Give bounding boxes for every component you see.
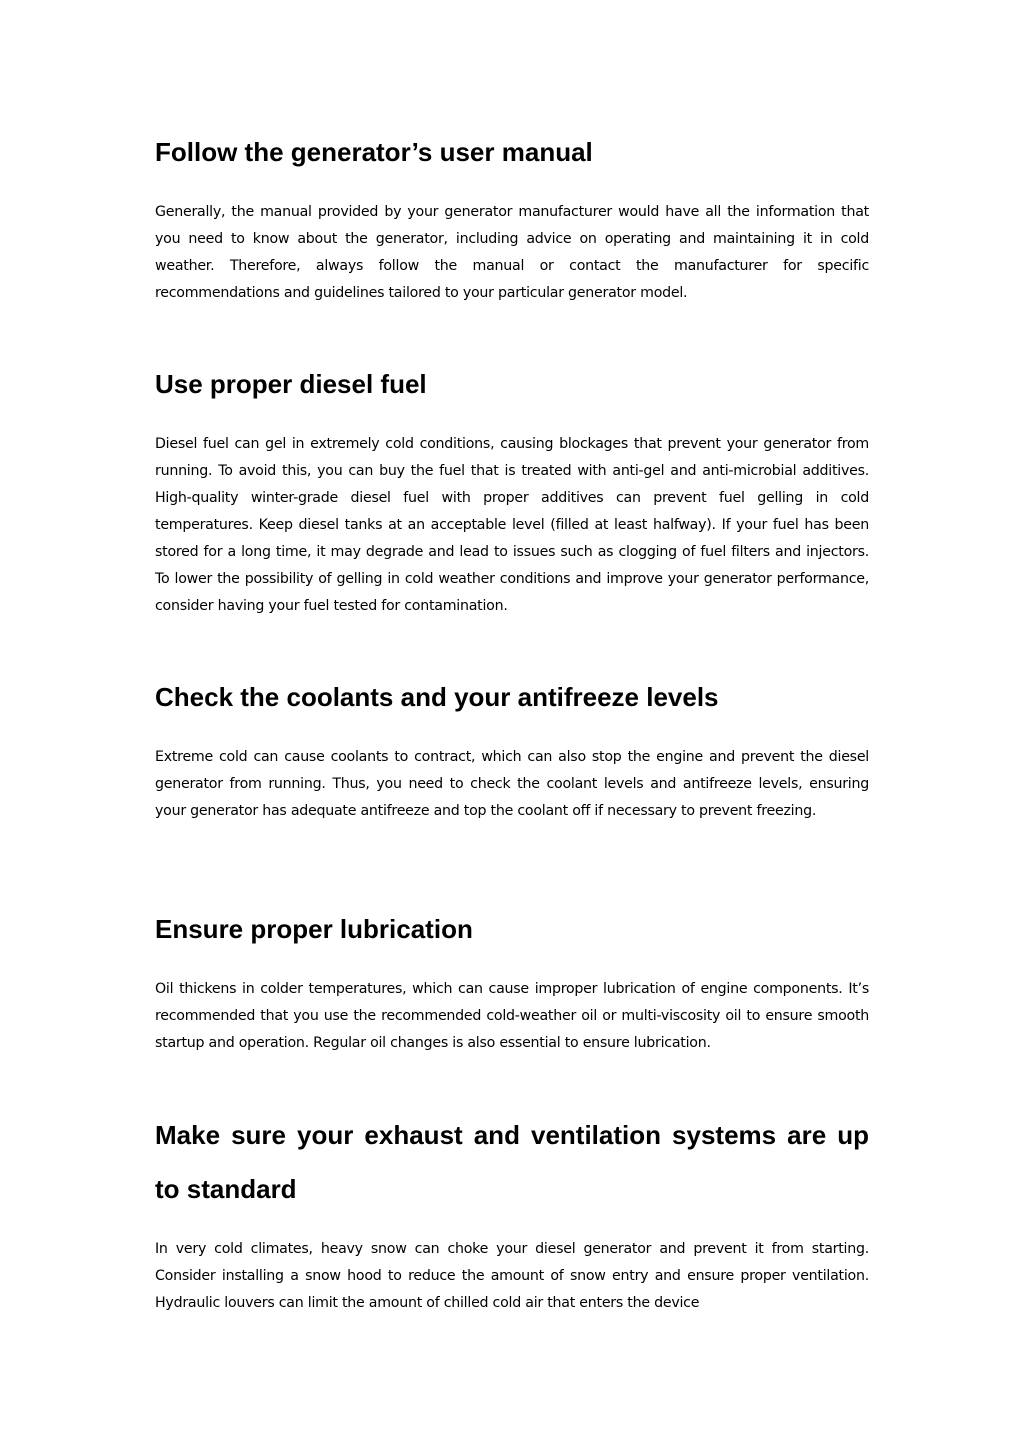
section-coolants [155, 670, 869, 825]
section-body: Generally, the manual provided by your generator manufacturer would have all the information that you need to know about the generator, including advice on operating and maintaining it in cold weather. Therefore, always follow the manual or contact the manufacturer for specific recommendations and guidelines tailored to your particular generator model. [155, 204, 869, 301]
section-body: Oil thickens in colder temperatures, which can cause improper lubrication of engine components. It’s recommended that you use the recommended cold-weather oil or multi-viscosity oil to ensure smooth startup and operation. Regular oil changes is also essential to ensure lubrication. [155, 981, 869, 1051]
section-lubrication [155, 902, 869, 1057]
section-body: In very cold climates, heavy snow can choke your diesel generator and prevent it from starting. Consider installing a snow hood to reduce the amount of snow entry and ensure proper ventilation. Hydraulic louvers can limit the amount of chilled cold air that enters the device [155, 1241, 869, 1311]
section-user-manual [155, 125, 869, 307]
section-heading: Use proper diesel fuel [155, 369, 427, 399]
section-exhaust-ventilation [155, 1108, 869, 1317]
section-heading: Check the coolants and your antifreeze levels [155, 682, 719, 712]
section-heading: Make sure your exhaust and ventilation systems are up to standard [155, 1120, 869, 1204]
section-diesel-fuel [155, 357, 869, 620]
section-body: Diesel fuel can gel in extremely cold conditions, causing blockages that prevent your generator from running. To avoid this, you can buy the fuel that is treated with anti-gel and anti-microbial additives. High-quality winter-grade diesel fuel with proper additives can prevent fuel gelling in cold temperatures. Keep diesel tanks at an acceptable level (filled at least halfway). If your fuel has been stored for a long time, it may degrade and lead to issues such as clogging of fuel filters and injectors. To lower the possibility of gelling in cold weather conditions and improve your generator performance, consider having your fuel tested for contamination. [155, 436, 869, 614]
section-body: Extreme cold can cause coolants to contract, which can also stop the engine and prevent the diesel generator from running. Thus, you need to check the coolant levels and antifreeze levels, ensuring your generator has adequate antifreeze and top the coolant off if necessary to prevent freezing. [155, 749, 869, 819]
section-heading: Ensure proper lubrication [155, 914, 473, 944]
section-heading: Follow the generator’s user manual [155, 137, 593, 167]
